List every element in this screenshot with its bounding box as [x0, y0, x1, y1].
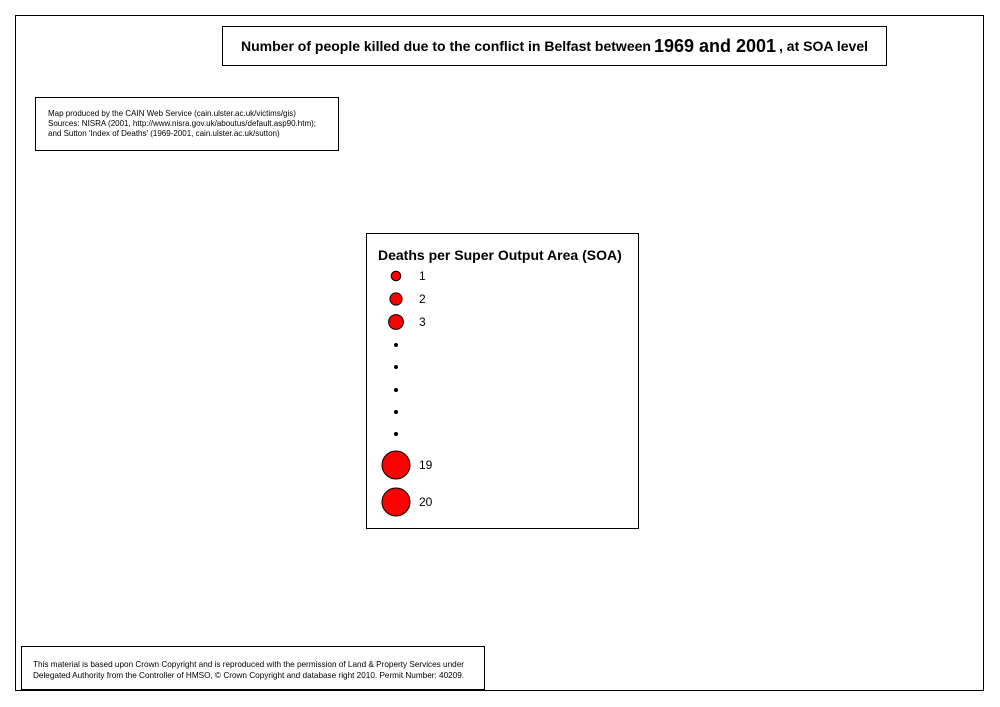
legend-symbol	[389, 315, 404, 330]
credits-line: and Sutton 'Index of Deaths' (1969-2001, cain.ulster.ac.uk/sutton)	[48, 129, 280, 138]
legend-symbol	[394, 388, 398, 392]
credits-line: Map produced by the CAIN Web Service (cain.ulster.ac.uk/victims/gis)	[48, 109, 296, 118]
legend-label: 3	[419, 315, 426, 329]
map-title	[222, 26, 887, 66]
legend-symbols	[367, 234, 640, 530]
legend-symbol	[394, 365, 398, 369]
legend-symbol	[394, 410, 398, 414]
title-suffix: , at SOA level	[779, 38, 868, 54]
legend-symbol	[394, 432, 398, 436]
title-years: 1969 and 2001	[653, 35, 777, 56]
legend-symbol	[382, 488, 410, 516]
legend-title: Deaths per Super Output Area (SOA)	[378, 247, 622, 263]
title-text: Number of people killed due to the conflict in Belfast between	[241, 38, 651, 54]
legend-symbol	[394, 343, 398, 347]
legend-symbol	[390, 293, 402, 305]
copyright-box	[21, 646, 485, 690]
legend-label: 1	[419, 269, 426, 283]
legend-symbol	[391, 271, 401, 281]
legend-label: 19	[419, 458, 433, 472]
legend-label: 2	[419, 292, 426, 306]
copyright-line: This material is based upon Crown Copyright and is reproduced with the permission of Land & Property Services under	[33, 660, 464, 669]
credits-line: Sources: NISRA (2001, http://www.nisra.gov.uk/aboutus/default.asp90.htm);	[48, 119, 316, 128]
legend-label: 20	[419, 495, 433, 509]
legend	[366, 233, 639, 529]
credits-box	[35, 97, 339, 151]
copyright-line: Delegated Authority from the Controller of HMSO, © Crown Copyright and database right 2010. Permit Number: 40209.	[33, 671, 465, 680]
legend-symbol	[382, 451, 410, 479]
